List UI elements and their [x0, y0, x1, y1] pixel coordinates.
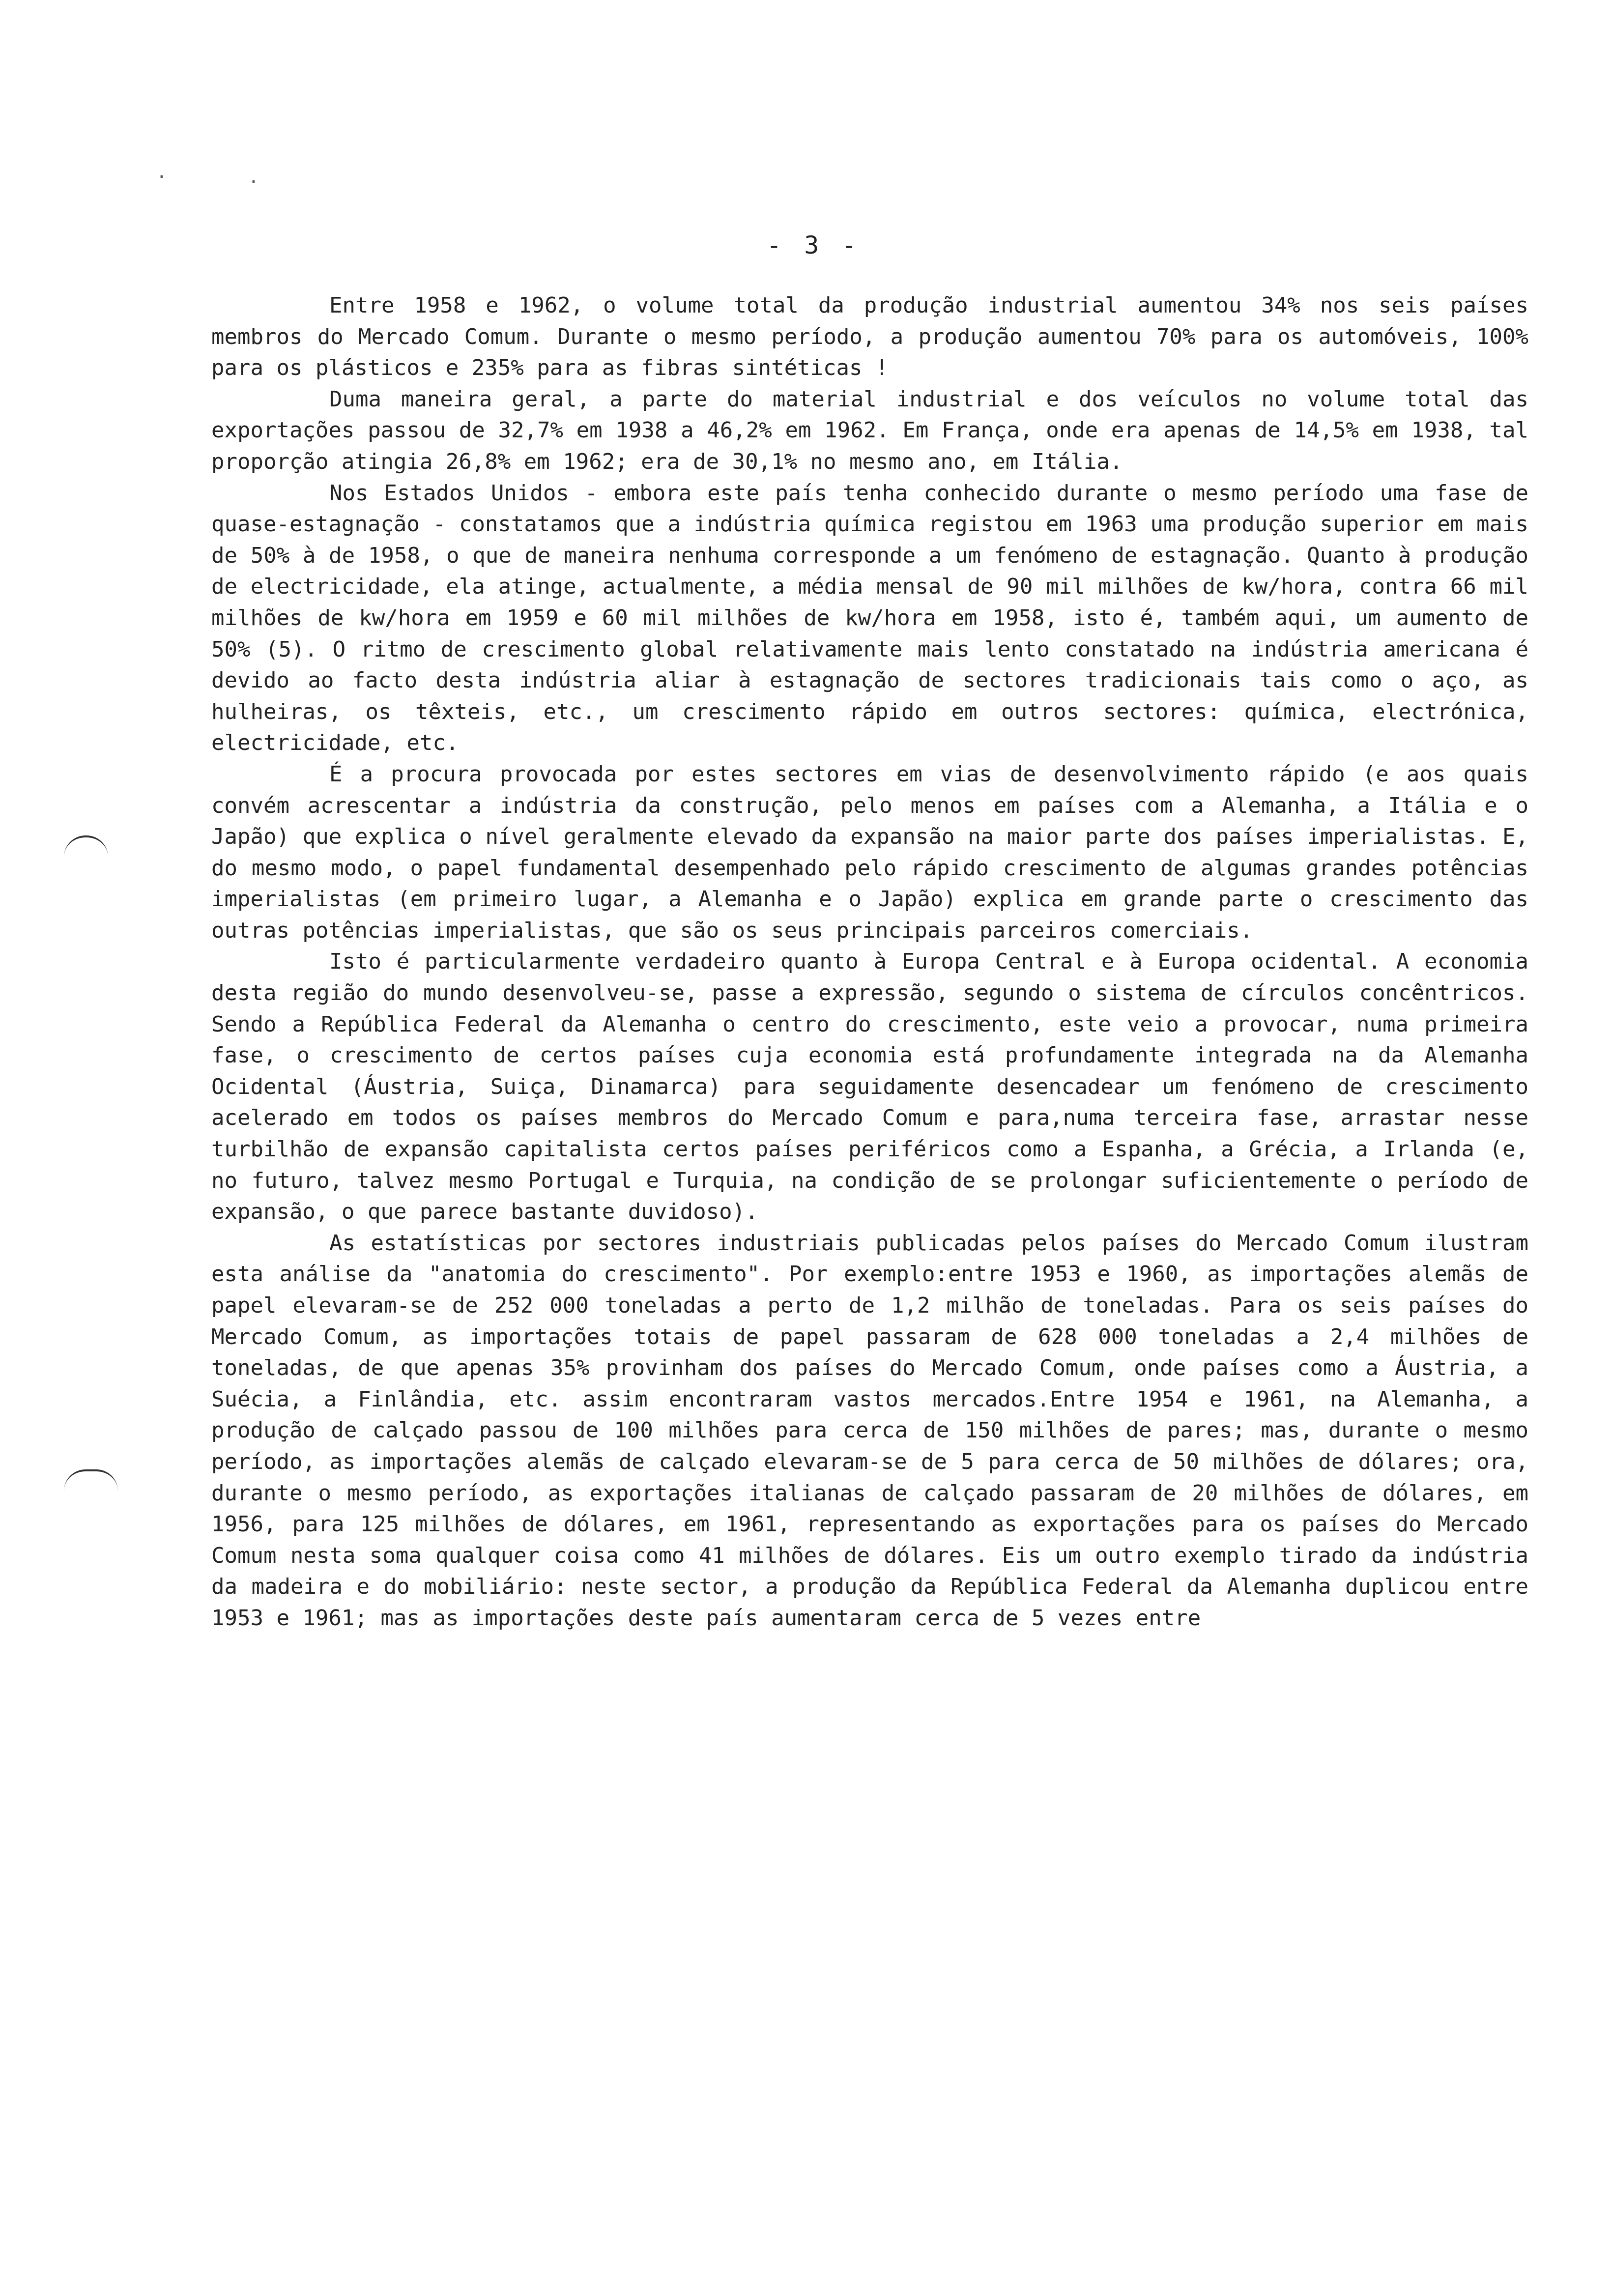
paragraph: É a procura provocada por estes sectores em vias de desenvolvimento rápido (e aos quais convém acrescentar a indústria da construção, pelo menos em países com a Alemanha, a Itália e o Japão) que explica o nível geralmente elevado da expansão na maior parte dos países imperialistas. E, do mesmo modo, o papel fundamental desempenhado pelo rápido crescimento de algumas grandes potências imperialistas (em primeiro lugar, a Alemanha e o Japão) explica em grande parte o crescimento das outras potências imperialistas, que são os seus principais parceiros comerciais.: [211, 761, 1528, 943]
paragraph: Nos Estados Unidos - embora este país tenha conhecido durante o mesmo período uma fase de quase-estagnação - constatamos que a indústria química registou em 1963 uma produção superior em mais de 50% à de 1958, o que de maneira nenhuma corresponde a um fenómeno de estagnação. Quanto à produção de electricidade, ela atinge, actualmente, a média mensal de 90 mil milhões de kw/hora, contra 66 mil milhões de kw/hora em 1959 e 60 mil milhões de kw/hora em 1958, isto é, também aqui, um aumento de 50% (5). O ritmo de crescimento global relativamente mais lento constatado na indústria americana é devido ao facto desta indústria aliar à estagnação de sectores tradicionais tais como o aço, as hulheiras, os têxteis, etc., um crescimento rápido em outros sectores: química, electrónica, electricidade, etc.: [211, 480, 1528, 756]
body-text: [211, 290, 1528, 1634]
paragraph: Duma maneira geral, a parte do material industrial e dos veículos no volume total das exportações passou de 32,7% em 1938 a 46,2% em 1962. Em França, onde era apenas de 14,5% em 1938, tal proporção atingia 26,8% em 1962; era de 30,1% no mesmo ano, em Itália.: [211, 386, 1528, 474]
paragraph: As estatísticas por sectores industriais publicadas pelos países do Mercado Comum ilustram esta análise da "anatomia do crescimento". Por exemplo:entre 1953 e 1960, as importações alemãs de papel elevaram-se de 252 000 toneladas a perto de 1,2 milhão de toneladas. Para os seis países do Mercado Comum, as importações totais de papel passaram de 628 000 toneladas a 2,4 milhões de toneladas, de que apenas 35% provinham dos países do Mercado Comum, onde países como a Áustria, a Suécia, a Finlândia, etc. assim encontraram vastos mercados.Entre 1954 e 1961, na Alemanha, a produção de calçado passou de 100 milhões para cerca de 150 milhões de pares; mas, durante o mesmo período, as importações alemãs de calçado elevaram-se de 5 para cerca de 50 milhões de dólares; ora, durante o mesmo período, as exportações italianas de calçado passaram de 20 milhões de dólares, em 1956, para 125 milhões de dólares, em 1961, representando as exportações para os países do Mercado Comum nesta soma qualquer coisa como 41 milhões de dólares. Eis um outro exemplo tirado da indústria da madeira e do mobiliário: neste sector, a produção da República Federal da Alemanha duplicou entre 1953 e 1961; mas as importações deste país aumentaram cerca de 5 vezes entre: [211, 1230, 1528, 1631]
paragraph: Isto é particularmente verdadeiro quanto à Europa Central e à Europa ocidental. A economia desta região do mundo desenvolveu-se, passe a expressão, segundo o sistema de círculos concêntricos. Sendo a República Federal da Alemanha o centro do crescimento, este veio a provocar, numa primeira fase, o crescimento de certos países cuja economia está profundamente integrada na da Alemanha Ocidental (Áustria, Suiça, Dinamarca) para seguidamente desencadear um fenómeno de crescimento acelerado em todos os países membros do Mercado Comum e para,numa terceira fase, arrastar nesse turbilhão de expansão capitalista certos países periféricos como a Espanha, a Grécia, a Irlanda (e, no futuro, talvez mesmo Portugal e Turquia, na condição de se prolongar suficientemente o período de expansão, o que parece bastante duvidoso).: [211, 949, 1528, 1225]
margin-bracket-mark: [64, 835, 108, 857]
margin-dot-mark: .: [248, 167, 259, 187]
margin-dot-mark: .: [156, 162, 167, 182]
paragraph: Entre 1958 e 1962, o volume total da produção industrial aumentou 34% nos seis países membros do Mercado Comum. Durante o mesmo período, a produção aumentou 70% para os automóveis, 100% para os plásticos e 235% para as fibras sintéticas !: [211, 293, 1528, 381]
margin-bracket-mark: [64, 1469, 118, 1491]
page-number: - 3 -: [767, 231, 861, 259]
